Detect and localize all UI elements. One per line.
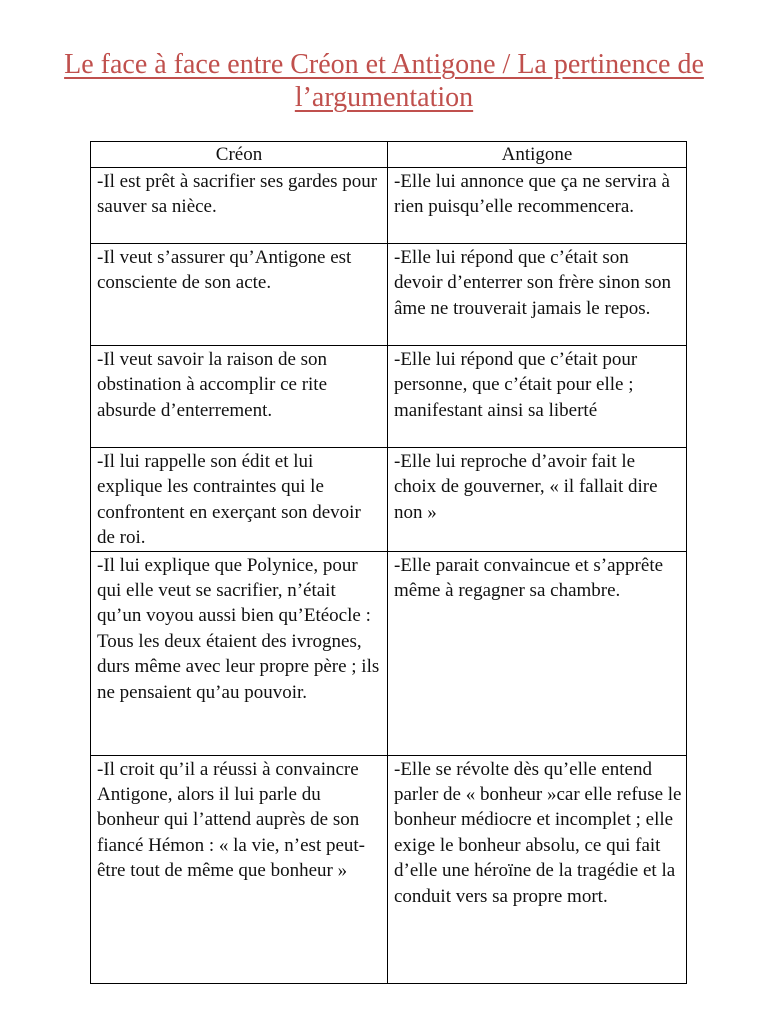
page-title: Le face à face entre Créon et Antigone / La pertinence de l’argumentation bbox=[64, 49, 704, 113]
creon-cell: -Il veut s’assurer qu’Antigone est consciente de son acte. bbox=[91, 244, 388, 346]
creon-cell: -Il lui explique que Polynice, pour qui elle veut se sacrifier, n’était qu’un voyou aussi bien qu’Etéocle : Tous les deux étaient des ivrognes, durs même avec leur propre père ; ils ne pensaient qu’au pouvoir. bbox=[91, 551, 388, 755]
creon-cell: -Il veut savoir la raison de son obstination à accomplir ce rite absurde d’enterrement. bbox=[91, 346, 388, 448]
creon-cell: -Il est prêt à sacrifier ses gardes pour sauver sa nièce. bbox=[91, 168, 388, 244]
creon-cell: -Il lui rappelle son édit et lui explique les contraintes qui le confrontent en exerçant son devoir de roi. bbox=[91, 448, 388, 552]
creon-cell: -Il croit qu’il a réussi à convaincre Antigone, alors il lui parle du bonheur qui l’attend auprès de son fiancé Hémon : « la vie, n’est peut-être tout de même que bonheur » bbox=[91, 755, 388, 983]
antigone-cell: -Elle lui répond que c’était pour personne, que c’était pour elle ; manifestant ainsi sa liberté bbox=[388, 346, 687, 448]
antigone-cell: -Elle se révolte dès qu’elle entend parler de « bonheur »car elle refuse le bonheur médiocre et incomplet ; elle exige le bonheur absolu, ce qui fait d’elle une héroïne de la tragédie et la conduit vers sa propre mort. bbox=[388, 755, 687, 983]
table-row bbox=[91, 244, 687, 346]
table-row bbox=[91, 346, 687, 448]
antigone-cell: -Elle lui annonce que ça ne servira à rien puisqu’elle recommencera. bbox=[388, 168, 687, 244]
table-header-row bbox=[91, 142, 687, 168]
table-row bbox=[91, 168, 687, 244]
column-header-antigone: Antigone bbox=[388, 142, 687, 168]
antigone-cell: -Elle lui reproche d’avoir fait le choix de gouverner, « il fallait dire non » bbox=[388, 448, 687, 552]
table-row bbox=[91, 448, 687, 552]
table-row bbox=[91, 755, 687, 983]
antigone-cell: -Elle lui répond que c’était son devoir d’enterrer son frère sinon son âme ne trouverait jamais le repos. bbox=[388, 244, 687, 346]
table-row bbox=[91, 551, 687, 755]
comparison-table bbox=[90, 141, 687, 984]
antigone-cell: -Elle parait convaincue et s’apprête même à regagner sa chambre. bbox=[388, 551, 687, 755]
column-header-creon: Créon bbox=[91, 142, 388, 168]
